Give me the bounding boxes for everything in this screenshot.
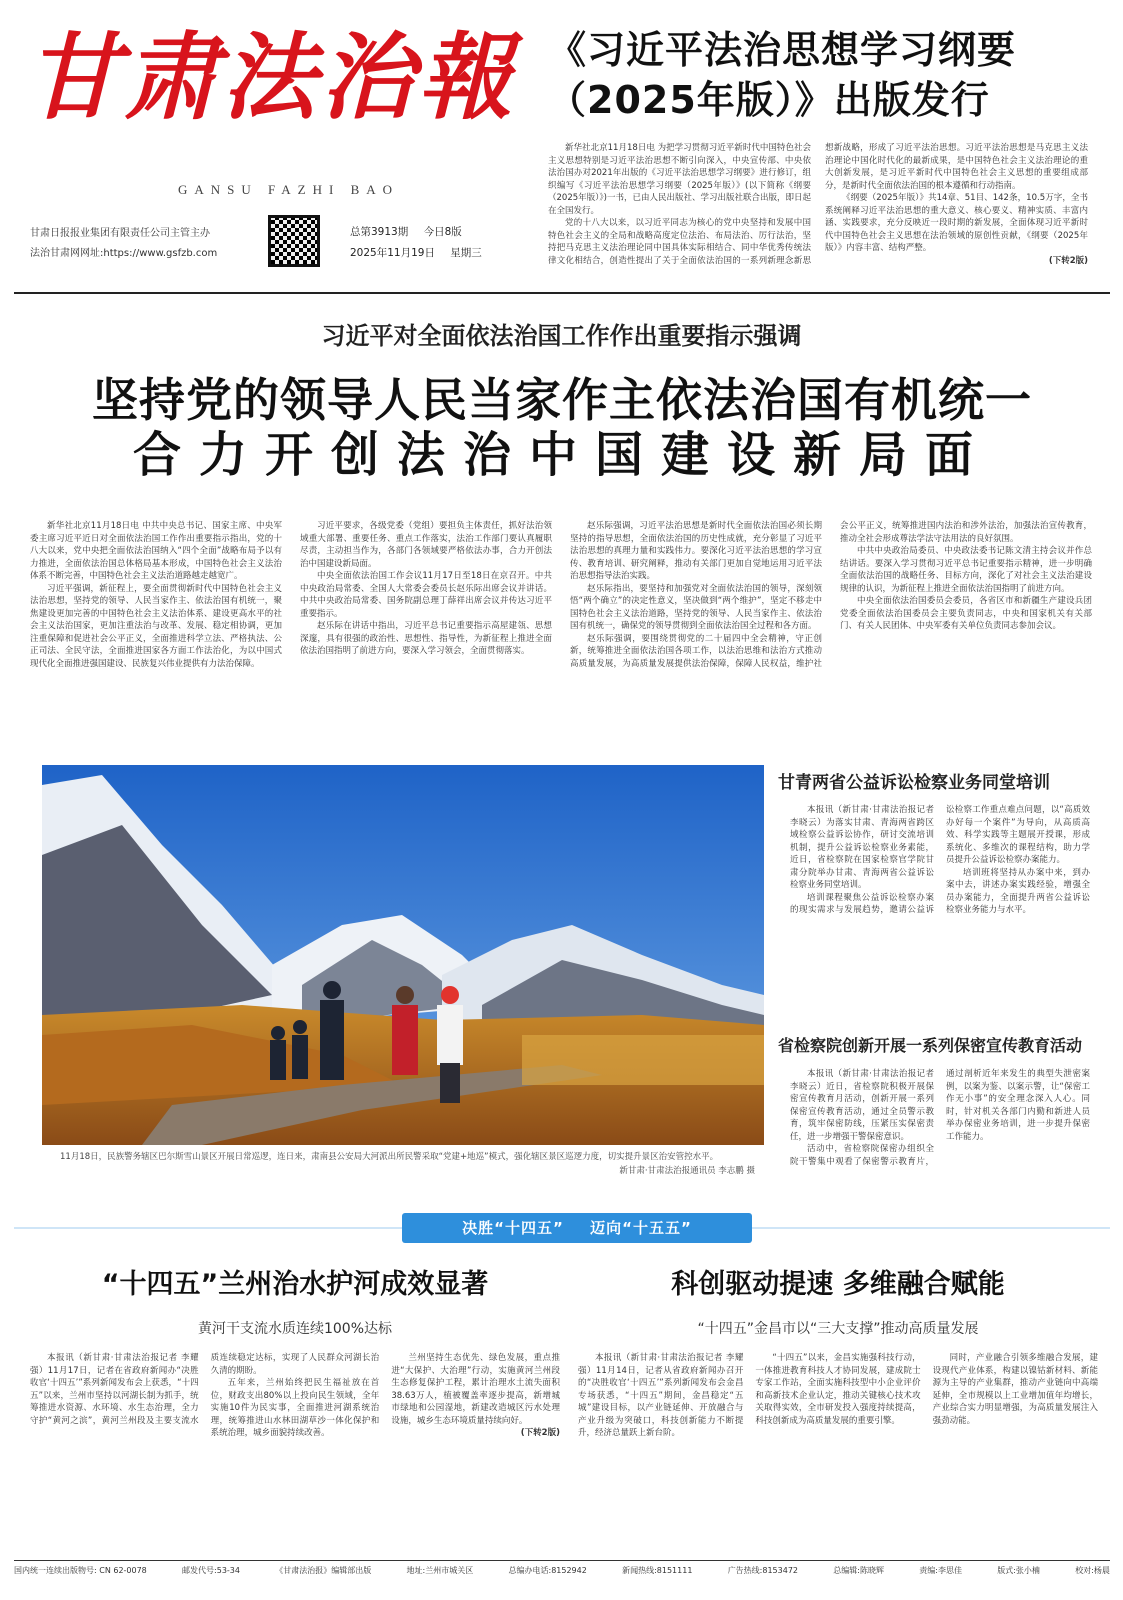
top-story-body	[548, 142, 1088, 267]
bottom-right-headline[interactable]: 科创驱动提速 多维融合赋能	[671, 1269, 1005, 1300]
footer-item: 总编办电话:8152942	[508, 1566, 587, 1575]
paragraph: 中央全面依法治国委员会委员，各省区市和新疆生产建设兵团党委全面依法治国委员会主要负责同志，中央和国家机关有关部门、有关人民团体、中央军委有关单位负责同志参加会议。	[840, 596, 1092, 631]
banner-label[interactable]	[402, 1213, 752, 1243]
bottom-left-headline[interactable]: “十四五”兰州治水护河成效显著	[101, 1269, 489, 1300]
paragraph: 培训课程聚焦公益诉讼检察办案的现实需求与发展趋势，邀请公益诉讼检察工作重点难点问题，以“高质效办好每一个案件”为导向，从高质高效、科学实践等主题展开授课，形成系统化、多维次的课程结构，助力学员提升公益诉讼检察办案能力。	[790, 805, 1090, 915]
lead-headline-line1[interactable]: 坚持党的领导人民当家作主依法治国有机统一	[92, 373, 1032, 427]
top-headline-line1: 《习近平法治思想学习纲要	[548, 28, 1017, 72]
banner-right-text: 迈向“十五五”	[590, 1219, 692, 1237]
bottom-left-body	[30, 1352, 560, 1532]
person-figure-1	[270, 1026, 286, 1080]
side-story-2-title[interactable]: 省检察院创新开展一系列保密宣传教育活动	[778, 1036, 1083, 1055]
banner-left-text: 决胜“十四五”	[462, 1219, 564, 1237]
photo-credit: 新甘肃·甘肃法治报通讯员 李志鹏 摄	[619, 1166, 755, 1176]
paragraph: 赵乐际强调，要围绕贯彻党的二十届四中全会精神，守正创新，统筹推进全面依法治国各项工作，以法治思维和法治方式推动高质量发展，为高质量发展提供法治保障，保障人民权益，维护社会公平正义，统筹推进国内法治和涉外法治，加强法治宣传教育，推动全社会形成尊法学法守法用法的良好氛围。	[570, 521, 1092, 669]
publisher-info	[30, 224, 217, 264]
side-story-2-body	[790, 1068, 1090, 1198]
paragraph: 培训班将坚持从办案中来，到办案中去，讲述办案实践经验，增强全员办案能力，全面提升两省公益诉讼检察业务能力与水平。	[946, 867, 1090, 915]
paragraph: 习近平强调，新征程上，要全面贯彻新时代中国特色社会主义法治思想，坚持党的领导、人民当家作主、依法治国有机统一，聚焦建设更加完善的中国特色社会主义法治体系、建设更高水平的社会主义法治国家，更加注重法治与改革、发展、稳定相协调，更加注重保障和促进社会公平正义，全面推进科学立法、严格执法、公正司法、全民守法，全面推进国家各方面工作法治化，为以中国式现代化全面推进强国建设、民族复兴伟业提供有力法治保障。	[30, 583, 282, 669]
paragraph: “十四五”以来，金昌实施强科技行动，一体推进教育科技人才协同发展，建成院士专家工作站，全面实施科技型中小企业评价和高新技术企业认定，推动关键核心技术攻关取得实效，全市研发投入强度持续提高，科技创新成为高质量发展的重要引擎。	[755, 1353, 921, 1426]
newspaper-logo[interactable]: 甘肃法治報	[26, 23, 517, 133]
issue-weekday: 星期三	[450, 247, 482, 259]
paragraph: 兰州坚持生态优先、绿色发展，重点推进“大保护、大治理”行动，实施黄河兰州段生态修复保护工程，累计治理水土流失面积38.63万人，植被覆盖率逐步提高，新增城市绿地和公园湿地，新建改造城区污水处理设施，城乡生态环境质量持续向好。	[391, 1353, 560, 1426]
bottom-right-subheadline: “十四五”金昌市以“三大支撑”推动高质量发展	[697, 1321, 979, 1337]
paragraph: 党的十八大以来，以习近平同志为核心的党中央坚持和发展中国特色社会主义的全局和战略高度定位法治、布局法治、厉行法治，坚持把马克思主义法治理论同中国具体实际相结合、同中华优秀传统法律文化相结合，创造性提出了关于全面依法治国的一系列新理念新思想新战略，形成了习近平法治思想。习近平法治思想是马克思主义法治理论中国化时代化的最新成果，是中国特色社会主义法治理论的重大创新发展，是习近平新时代中国特色社会主义思想的重要组成部分，是新时代全面依法治国的根本遵循和行动指南。	[548, 143, 1088, 266]
sponsor-line: 甘肃日报报业集团有限责任公司主管主办	[30, 228, 210, 239]
paragraph: 本报讯（新甘肃·甘肃法治报记者 李耀强）11月17日，记者在省政府新闻办“决胜收官‘十四五’”系列新闻发布会上获悉，“十四五”以来，兰州市坚持以河湖长制为抓手，统筹推进水资源、水环境、水生态治理，全力守护“黄河之滨”，黄河兰州段及主要支流水质连续稳定达标，实现了人民群众河湖长治久清的期盼。	[30, 1353, 380, 1426]
paragraph: 中共中央政治局委员、中央政法委书记陈文清主持会议并作总结讲话。要深入学习贯彻习近平总书记重要指示精神，进一步明确全面依法治国的战略任务、目标方向，深化了对社会主义法治建设规律的认识，为新征程上推进全面依法治国指明了前进方向。	[840, 546, 1092, 594]
caption-text: 11月18日，民族警务辖区巴尔斯雪山景区开展日常巡逻，连日来，肃南县公安局大河派出所民警采取“党建+地巡”模式，强化辖区景区巡逻力度，切实提升景区治安管控水平。	[60, 1152, 719, 1162]
top-story-headline[interactable]	[548, 25, 1098, 125]
website-line[interactable]: 法治甘肃网网址:https://www.gsfzb.com	[30, 248, 218, 259]
issue-date: 2025年11月19日	[350, 247, 435, 259]
side-story-1-title[interactable]: 甘青两省公益诉讼检察业务同堂培训	[778, 773, 1050, 793]
paragraph: 中央全面依法治国工作会议11月17日至18日在京召开。中共中央政治局常委、全国人大常委会委员长赵乐际出席会议并讲话。中共中央政治局常委、国务院副总理丁薛祥出席会议并传达习近平重要指示。	[300, 571, 552, 619]
person-figure-2	[292, 1020, 308, 1079]
paragraph: 新华社北京11月18日电 中共中央总书记、国家主席、中央军委主席习近平近日对全面依法治国工作作出重要指示指出，党的十八大以来，党中央把全面依法治国纳入“四个全面”战略布局予以有力推进，全面依法治国总体格局基本形成，中国特色社会主义法治体系不断完善，中国特色社会主义法治道路越走越宽广。	[30, 521, 282, 581]
qr-code-icon[interactable]	[268, 215, 320, 267]
footer-item: 《甘肃法治报》编辑部出版	[275, 1566, 372, 1575]
footer-item: 责编:李思佳	[919, 1566, 962, 1575]
issue-info	[350, 222, 494, 264]
paragraph: 赵乐际在讲话中指出，习近平总书记重要指示高屋建瓴、思想深邃，具有很强的政治性、思想性、指导性，为新征程上推进全面依法治国指明了前进方向，要深入学习领会，全面贯彻落实。	[300, 621, 552, 656]
footer-item: 地址:兰州市城关区	[406, 1566, 474, 1575]
footer-item: 校对:杨晨	[1075, 1566, 1110, 1575]
paragraph: 本报讯（新甘肃·甘肃法治报记者 李晓云）近日，省检察院积极开展保密宣传教育月活动，创新开展一系列保密宣传教育活动，通过全员警示教育，筑牢保密防线，压紧压实保密责任，进一步增强干警保密意识。	[790, 1069, 934, 1142]
paragraph: 本报讯（新甘肃·甘肃法治报记者 李晓云）为落实甘肃、青海两省跨区域检察公益诉讼协作，研讨交流培训机制，提升公益诉讼检察业务素能，近日，省检察院在国家检察官学院甘肃分院举办甘肃、青海两省公益诉讼检察业务同堂培训。	[790, 805, 934, 890]
bottom-right-body	[578, 1352, 1098, 1532]
bottom-left-subheadline: 黄河干支流水质连续100%达标	[197, 1321, 393, 1337]
paragraph: 赵乐际强调，习近平法治思想是新时代全面依法治国必须长期坚持的指导思想，全面依法治国的历史性成就，充分彰显了习近平法治思想的真理力量和实践伟力。要深化习近平法治思想的学习宣传、教育培训、研究阐释，推动有关部门更加自觉地运用习近平法治思想指导法治实践。	[570, 521, 822, 581]
news-photo[interactable]	[42, 765, 764, 1145]
footer-item: 版式:张小楠	[997, 1566, 1040, 1575]
side-story-1-body	[790, 804, 1090, 1022]
top-headline-line2: （2025年版）》出版发行	[548, 78, 990, 122]
divider	[14, 292, 1110, 294]
paragraph: 习近平要求，各级党委（党组）要担负主体责任，抓好法治领域重大部署、重要任务、重点工作落实，法治工作部门要认真履职尽责，主动担当作为，各部门各领域要严格依法办事，合力开创法治中国建设新局面。	[300, 521, 552, 569]
masthead	[0, 0, 1123, 300]
footer-item: 邮发代号:53-34	[182, 1566, 240, 1575]
footer-item: 新闻热线:8151111	[622, 1566, 693, 1575]
logo-pinyin: GANSU FAZHI BAO	[178, 182, 400, 197]
paragraph: 《纲要（2025年版）》共14章、51目、142条，10.5万字，全书系统阐释习近平法治思想的重大意义、核心要义、精神实质、丰富内涵、实践要求，充分反映近一段时期的新发展，全面体现习近平新时代中国特色社会主义思想在法治领域的原创性贡献，《纲要（2025年版）》内容丰富、结构严整。	[825, 193, 1088, 253]
paragraph: 活动中，省检察院保密办组织全院干警集中观看了保密警示教育片，通过剖析近年来发生的典型失泄密案例，以案为鉴、以案示警，让“保密工作无小事”的安全理念深入人心。同时，针对机关各部门内勤和新进人员举办保密业务培训，进一步提升保密工作能力。	[790, 1069, 1090, 1167]
section-banner	[14, 1213, 1110, 1243]
paragraph: 赵乐际指出，要坚持和加强党对全面依法治国的领导，深刻领悟“两个确立”的决定性意义，坚决做到“两个维护”，坚定不移走中国特色社会主义法治道路，坚持党的领导、人民当家作主、依法治国有机统一，确保党的领导贯彻到全面依法治国全过程和各方面。	[570, 583, 822, 631]
page-footer	[14, 1560, 1110, 1576]
continued-label[interactable]: (下转2版)	[520, 1428, 560, 1438]
lead-kicker: 习近平对全面依法治国工作作出重要指示强调	[321, 322, 802, 350]
photo-caption	[60, 1150, 755, 1178]
paragraph: 本报讯（新甘肃·甘肃法治报记者 李耀强）11月14日，记者从省政府新闻办召开的“决胜收官‘十四五’”系列新闻发布会金昌专场获悉，“十四五”期间，金昌稳定“五城”建设目标，以产业链延伸、开放融合与产业升级为突破口，科技创新能力不断提升，经济总量跃上新台阶。	[578, 1353, 744, 1438]
lead-headline-line2[interactable]: 合力开创法治中国建设新局面	[132, 427, 991, 483]
footer-item: 国内统一连续出版物号: CN 62-0078	[14, 1566, 147, 1575]
footer-item: 广告热线:8153472	[727, 1566, 799, 1575]
paragraph: 五年来，兰州始终把民生福祉放在首位，财政支出80%以上投向民生领域，全年实施10件为民实事，全面推进河湖系统治理，统筹推进山水林田湖草沙一体化保护和系统治理，城乡面貌持续改善。	[210, 1378, 380, 1438]
issue-number: 总第3913期	[350, 226, 409, 238]
footer-item: 总编辑:陈晓辉	[833, 1566, 884, 1575]
continued-label[interactable]: (下转2版)	[1048, 255, 1088, 266]
paragraph: 同时，产业融合引领多维融合发展，建设现代产业体系，构建以镍钴新材料、新能源为主导的产业集群，推动产业链向中高端延伸，全市规模以上工业增加值年均增长，产业综合实力明显增强，为高质量发展注入强劲动能。	[932, 1353, 1098, 1426]
paragraph: 新华社北京11月18日电 为把学习贯彻习近平新时代中国特色社会主义思想特别是习近平法治思想不断引向深入，中央宣传部、中央依法治国办对2021年出版的《习近平法治思想学习纲要》进行修订，组织编写《习近平法治思想学习纲要（2025年版）》(以下简称《纲要（2025年版）》)一书，已由人民出版社、学习出版社联合出版，即日起在全国发行。	[548, 143, 811, 216]
lead-story-body	[30, 520, 1092, 756]
page-count: 今日8版	[423, 226, 462, 238]
